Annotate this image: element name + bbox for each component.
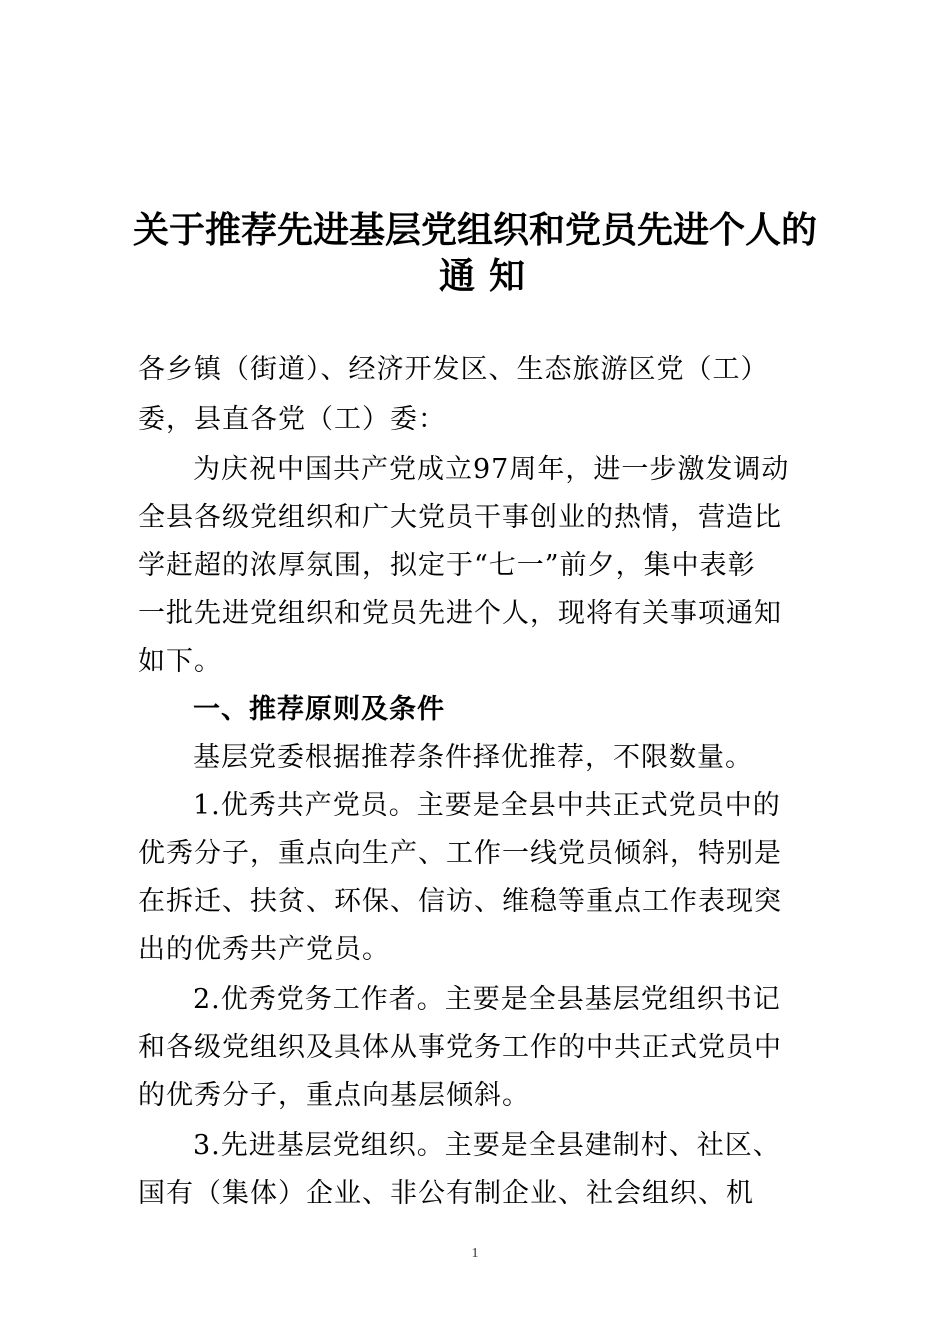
item-1-line-2: 优秀分子，重点向生产、工作一线党员倾斜，特别是: [138, 838, 782, 869]
salutation-line-1: 各乡镇（街道）、经济开发区、生态旅游区党（工）: [138, 354, 769, 385]
document-title-line-2: 通知: [438, 255, 539, 297]
section-1-intro: 基层党委根据推荐条件择优推荐，不限数量。: [193, 742, 753, 773]
item-1-line-3: 在拆迁、扶贫、环保、信访、维稳等重点工作表现突: [138, 886, 782, 917]
page-number: 1: [471, 1246, 479, 1261]
intro-line-5: 如下。: [138, 646, 222, 677]
salutation-line-2: 委，县直各党（工）委：: [138, 404, 446, 435]
document-title-line-1: 关于推荐先进基层党组织和党员先进个人的: [132, 209, 817, 251]
item-2-line-3: 的优秀分子，重点向基层倾斜。: [138, 1080, 530, 1111]
intro-line-1: 为庆祝中国共产党成立97周年，进一步激发调动: [193, 454, 790, 485]
item-3-line-2: 国有（集体）企业、非公有制企业、社会组织、机: [138, 1178, 754, 1209]
item-3-line-1: 3.先进基层党组织。主要是全县建制村、社区、: [193, 1130, 781, 1161]
item-2-line-2: 和各级党组织及具体从事党务工作的中共正式党员中: [138, 1032, 782, 1063]
item-2-line-1: 2.优秀党务工作者。主要是全县基层党组织书记: [193, 984, 781, 1015]
section-1-heading: 一、推荐原则及条件: [193, 694, 445, 725]
item-1-line-4: 出的优秀共产党员。: [138, 934, 390, 965]
intro-line-4: 一批先进党组织和党员先进个人，现将有关事项通知: [138, 598, 782, 629]
item-1-line-1: 1.优秀共产党员。主要是全县中共正式党员中的: [193, 790, 781, 821]
intro-line-2: 全县各级党组织和广大党员干事创业的热情，营造比: [138, 502, 782, 533]
intro-line-3: 学赶超的浓厚氛围，拟定于“七一”前夕，集中表彰: [138, 550, 756, 581]
